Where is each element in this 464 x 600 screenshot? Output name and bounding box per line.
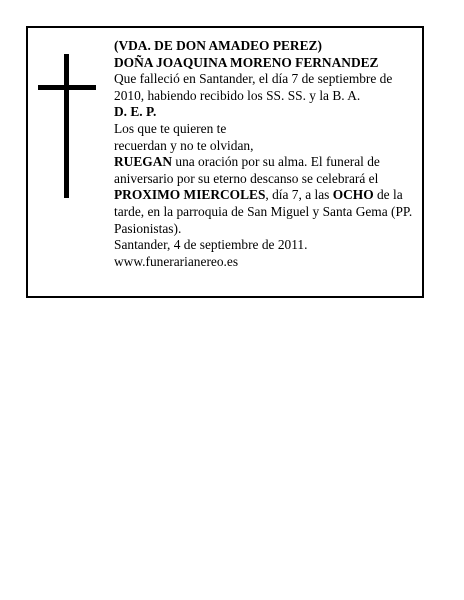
death-line-2: 2010, habiendo recibido los SS. SS. y la B. A. xyxy=(114,87,361,103)
deceased-name: DOÑA JOAQUINA MORENO FERNANDEZ xyxy=(114,54,379,70)
cross-horizontal-bar xyxy=(38,85,96,90)
prayer-line-3-end: de la xyxy=(373,187,403,203)
death-line-1: Que falleció en Santander, el día 7 de septiembre de xyxy=(114,71,393,87)
dep-line: D. E. P. xyxy=(114,104,157,120)
prayer-line-1-rest: una oración por su alma. El funeral de xyxy=(172,154,380,170)
prayer-line-2: aniversario por su eterno descanso se celebrará el xyxy=(114,170,379,186)
next-day: PROXIMO MIERCOLES xyxy=(114,187,266,203)
place-date-line: Santander, 4 de septiembre de 2011. xyxy=(114,237,308,253)
prayer-line-4: tarde, en la parroquia de San Miguel y Santa Gema (PP. xyxy=(114,203,413,219)
latin-cross-icon xyxy=(38,54,96,198)
prayer-line-3-mid: , día 7, a las xyxy=(265,187,333,203)
hour: OCHO xyxy=(332,187,374,203)
widow-line: (VDA. DE DON AMADEO PEREZ) xyxy=(114,38,322,53)
prayer-line-3 xyxy=(114,187,418,204)
loved-line-2: recuerdan y no te olvidan, xyxy=(114,137,254,153)
cross-vertical-bar xyxy=(64,54,69,198)
prayer-line-1 xyxy=(114,154,418,171)
loved-line-1: Los que te quieren te xyxy=(114,120,227,136)
website-line: www.funerarianereo.es xyxy=(114,253,239,269)
prayer-line-5: Pasionistas). xyxy=(114,220,182,236)
obituary-text xyxy=(114,38,418,270)
ruegan-word: RUEGAN xyxy=(114,154,173,170)
